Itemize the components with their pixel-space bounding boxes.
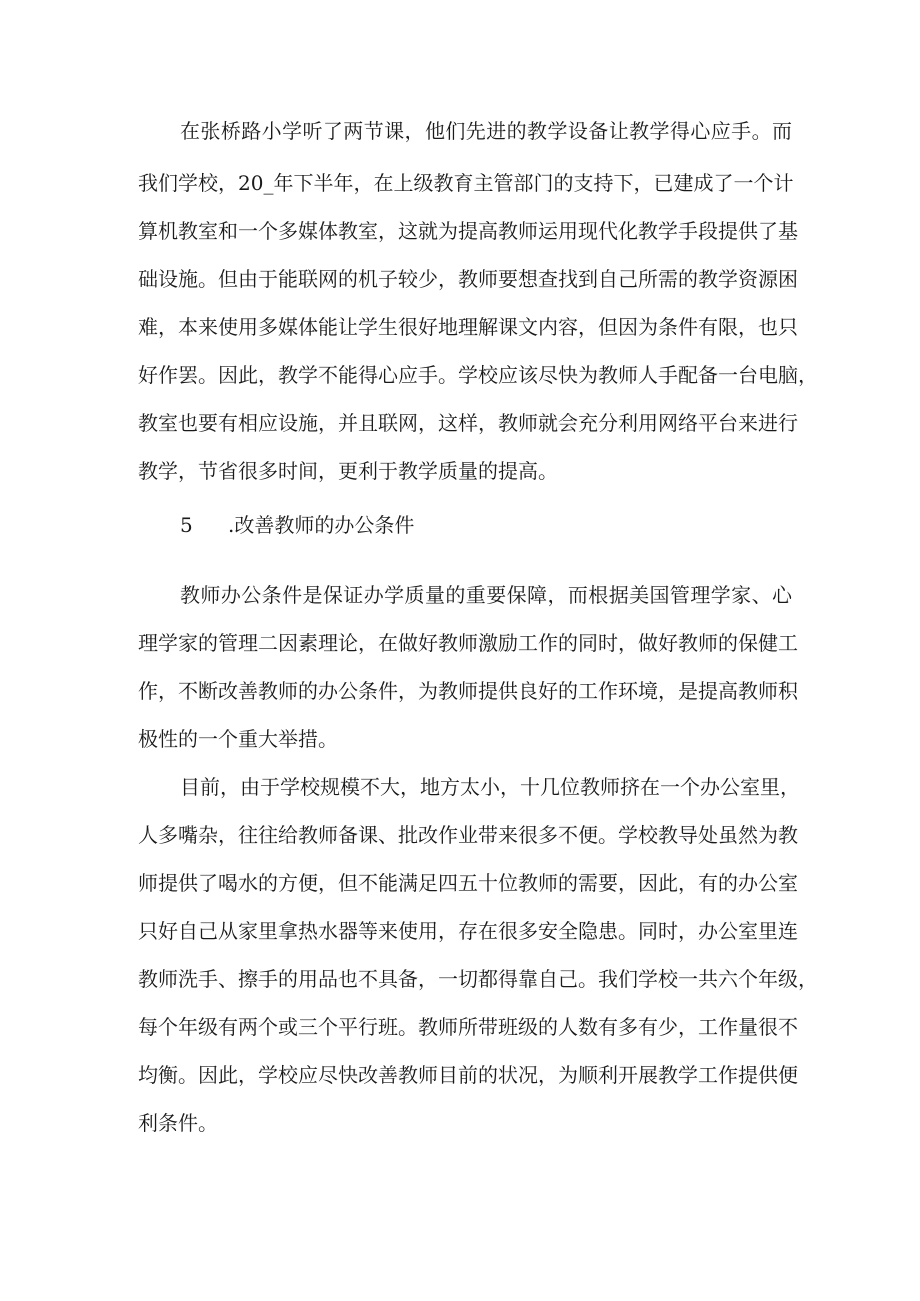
text-line: 教师办公条件是保证办学质量的重要保障，而根据美国管理学家、心	[180, 583, 792, 607]
text-line: 算机教室和一个多媒体教室，这就为提高教师运用现代化教学手段提供了基	[138, 219, 798, 243]
heading-number: 5	[180, 513, 193, 537]
text-line: 人多嘴杂，往往给教师备课、批改作业带来很多不便。学校教导处虽然为教	[138, 823, 798, 847]
heading-title: .改善教师的办公条件	[228, 513, 415, 537]
text-line: 在张桥路小学听了两节课，他们先进的教学设备让教学得心应手。而	[180, 119, 792, 143]
text-line: 我们学校，20_年下半年，在上级教育主管部门的支持下，已建成了一个计	[138, 171, 794, 195]
text-line: 作，不断改善教师的办公条件，为教师提供良好的工作环境，是提高教师积	[138, 679, 798, 703]
text-line: 教室也要有相应设施，并且联网，这样，教师就会充分利用网络平台来进行	[138, 411, 798, 435]
text-line: 利条件。	[138, 1111, 218, 1135]
text-line: 教学，节省很多时间，更利于教学质量的提高。	[138, 459, 558, 483]
text-line: 目前，由于学校规模不大，地方太小，十几位教师挤在一个办公室里，	[180, 775, 800, 799]
text-line: 础设施。但由于能联网的机子较少，教师要想查找到自己所需的教学资源困	[138, 267, 798, 291]
text-line: 每个年级有两个或三个平行班。教师所带班级的人数有多有少，工作量很不	[138, 1015, 798, 1039]
text-line: 只好自己从家里拿热水器等来使用，存在很多安全隐患。同时，办公室里连	[138, 919, 798, 943]
text-line: 极性的一个重大举措。	[138, 727, 338, 751]
text-line: 均衡。因此，学校应尽快改善教师目前的状况，为顺利开展教学工作提供便	[138, 1063, 798, 1087]
text-line: 理学家的管理二因素理论，在做好教师激励工作的同时，做好教师的保健工	[138, 631, 798, 655]
text-line: 教师洗手、擦手的用品也不具备，一切都得靠自己。我们学校一共六个年级，	[138, 967, 818, 991]
text-line: 难，本来使用多媒体能让学生很好地理解课文内容，但因为条件有限，也只	[138, 315, 798, 339]
text-line: 师提供了喝水的方便，但不能满足四五十位教师的需要，因此，有的办公室	[138, 871, 798, 895]
text-line: 好作罢。因此，教学不能得心应手。学校应该尽快为教师人手配备一台电脑，	[138, 363, 818, 387]
